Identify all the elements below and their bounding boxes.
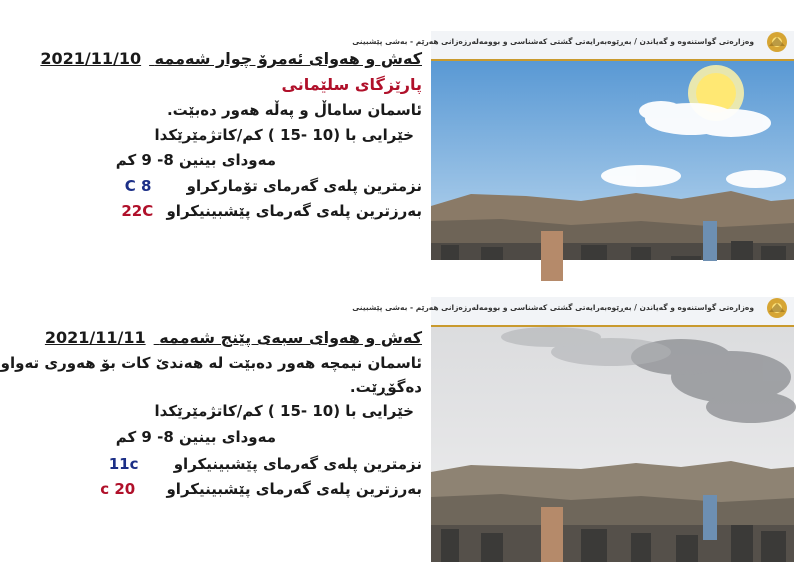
min-temp-value: 8 C: [124, 177, 152, 195]
min-temp-label: نزمترین پلەی گەرمای تۆمارکراو: [186, 177, 422, 195]
forecast-title: [45, 328, 422, 348]
max-temp-value: 20 c: [100, 480, 136, 498]
photo-header: [352, 297, 794, 327]
photo-header: [352, 31, 794, 61]
title-text: کەش و هەوای ئەمرۆ چوار شەممە: [154, 49, 422, 68]
sky-condition-line2: دەگۆڕێت.: [349, 378, 422, 396]
wind-speed: خێرایی با (10 -15 ) کم/کاتژمێرێکدا: [154, 402, 414, 420]
max-temp-label: بەرزترین پلەی گەرمای پێشبینیکراو: [166, 480, 422, 498]
min-temp-row: [125, 176, 422, 196]
sky-condition: ئاسمان ساماڵ و پەڵە هەور دەبێت.: [166, 101, 422, 119]
visibility: مەودای بینین 8- 9 کم: [115, 428, 276, 446]
cloudy-city-illustration: [431, 297, 794, 562]
sunny-city-illustration: [431, 31, 794, 260]
city-name: پارێزگای سلێمانی: [281, 75, 422, 94]
kurdistan-emblem-icon: [766, 31, 788, 53]
forecast-text-tomorrow: [0, 281, 426, 562]
max-temp-row: [121, 201, 422, 221]
photo-header-text: وەزارەتی گواستنەوە و گەیاندن / بەڕێوەبەرایەتی گشتی کەشناسی و بوومەلەرزەزانی هەرێم - بەشی پێشبینی: [352, 303, 754, 312]
photo-header-text: وەزارەتی گواستنەوە و گەیاندن / بەڕێوەبەرایەتی گشتی کەشناسی و بوومەلەرزەزانی هەرێم - بەشی پێشبینی: [352, 37, 754, 46]
forecast-title: [40, 49, 422, 69]
sky-condition-line1: ئاسمان نیمچە هەور دەبێت لە هەندێ کات بۆ هەوری تەواو: [0, 354, 422, 372]
max-temp-label: بەرزترین پلەی گەرمای پێشبینیکراو: [166, 202, 422, 220]
forecast-date: 2021/11/11: [44, 328, 146, 347]
wind-speed: خێرایی با (10 -15 ) کم/کاتژمێرێکدا: [154, 126, 414, 144]
forecast-panel-tomorrow: [0, 281, 800, 562]
min-temp-row: [109, 454, 422, 474]
max-temp-row: [100, 479, 422, 499]
max-temp-value: 22C: [121, 202, 154, 220]
min-temp-value: 11c: [108, 455, 139, 473]
weather-photo-sunny: [352, 31, 794, 260]
visibility: مەودای بینین 8- 9 کم: [115, 151, 276, 169]
forecast-date: 2021/11/10: [40, 49, 142, 68]
min-temp-label: نزمترین پلەی گەرمای پێشبینیکراو: [173, 455, 422, 473]
kurdistan-emblem-icon: [766, 297, 788, 319]
title-text: کەش و هەوای سبەی پێنج شەممە: [159, 328, 422, 347]
